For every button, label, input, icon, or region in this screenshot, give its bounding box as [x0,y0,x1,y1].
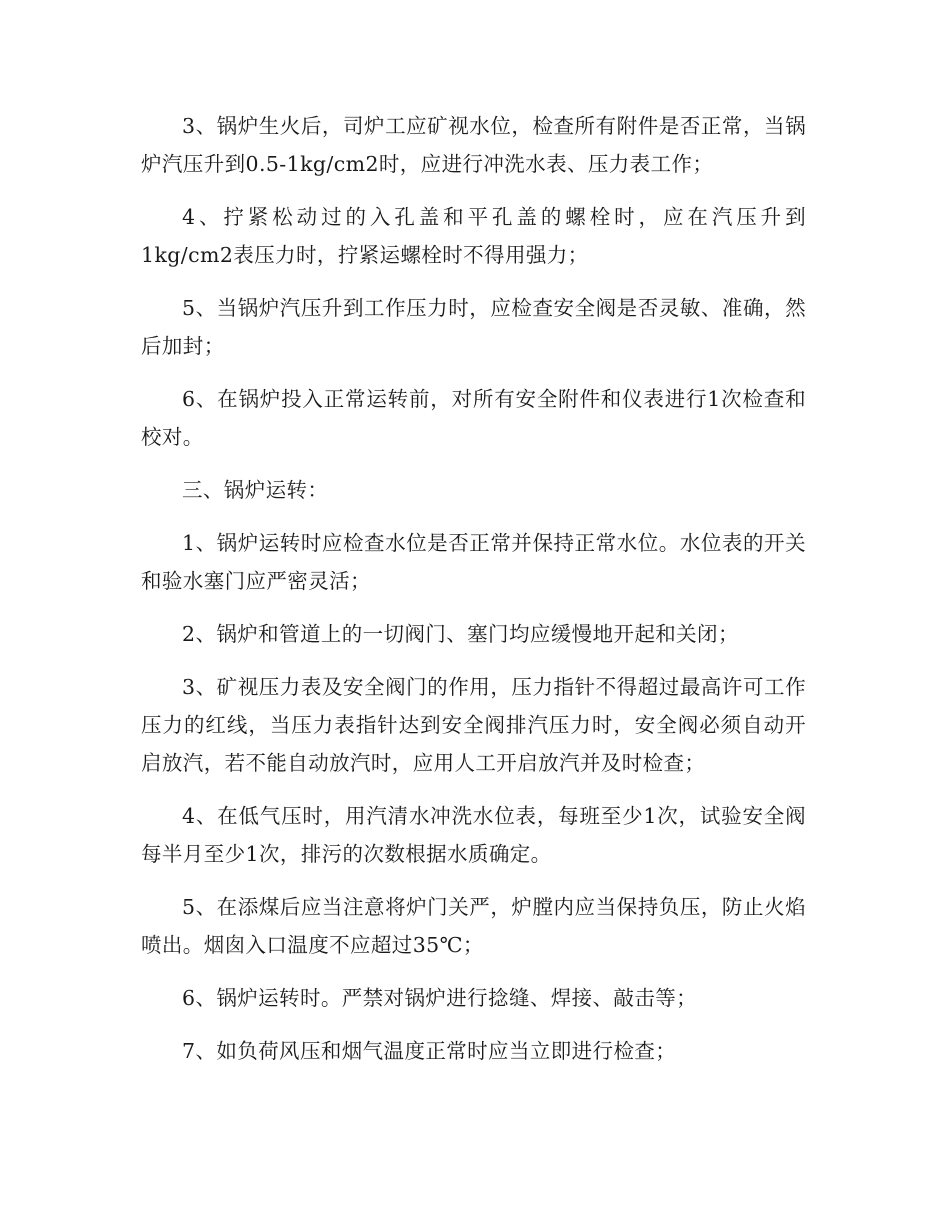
paragraph-startup-step-3: 3、锅炉生火后，司炉工应矿视水位，检查所有附件是否正常，当锅炉汽压升到0.5-1kg/cm2时，应进行冲洗水表、压力表工作； [141,114,806,176]
paragraph-operation-step-7: 7、如负荷风压和烟气温度正常时应当立即进行检查； [182,1039,677,1063]
paragraph-startup-step-6: 6、在锅炉投入正常运转前，对所有安全附件和仪表进行1次检查和校对。 [141,387,806,449]
section-heading-boiler-operation: 三、锅炉运转： [182,478,329,502]
document-body [141,107,806,1085]
paragraph-operation-step-1: 1、锅炉运转时应检查水位是否正常并保持正常水位。水位表的开关和验水塞门应严密灵活； [141,531,806,593]
paragraph-operation-step-6: 6、锅炉运转时。严禁对锅炉进行捻缝、焊接、敲击等； [182,986,698,1010]
paragraph-startup-step-5: 5、当锅炉汽压升到工作压力时，应检查安全阀是否灵敏、准确，然后加封； [141,296,806,358]
paragraph-startup-step-4: 4、拧紧松动过的入孔盖和平孔盖的螺栓时，应在汽压升到1kg/cm2表压力时，拧紧运螺栓时不得用强力； [141,205,806,267]
paragraph-operation-step-3: 3、矿视压力表及安全阀门的作用，压力指针不得超过最高许可工作压力的红线，当压力表指针达到安全阀排汽压力时，安全阀必须自动开启放汽，若不能自动放汽时，应用人工开启放汽并及时检查； [141,675,806,775]
paragraph-operation-step-2: 2、锅炉和管道上的一切阀门、塞门均应缓慢地开起和关闭； [182,622,739,646]
paragraph-operation-step-5: 5、在添煤后应当注意将炉门关严，炉膛内应当保持负压，防止火焰喷出。烟囱入口温度不应超过35℃； [141,895,806,957]
paragraph-operation-step-4: 4、在低气压时，用汽清水冲洗水位表，每班至少1次，试验安全阀每半月至少1次，排污的次数根据水质确定。 [141,804,806,866]
